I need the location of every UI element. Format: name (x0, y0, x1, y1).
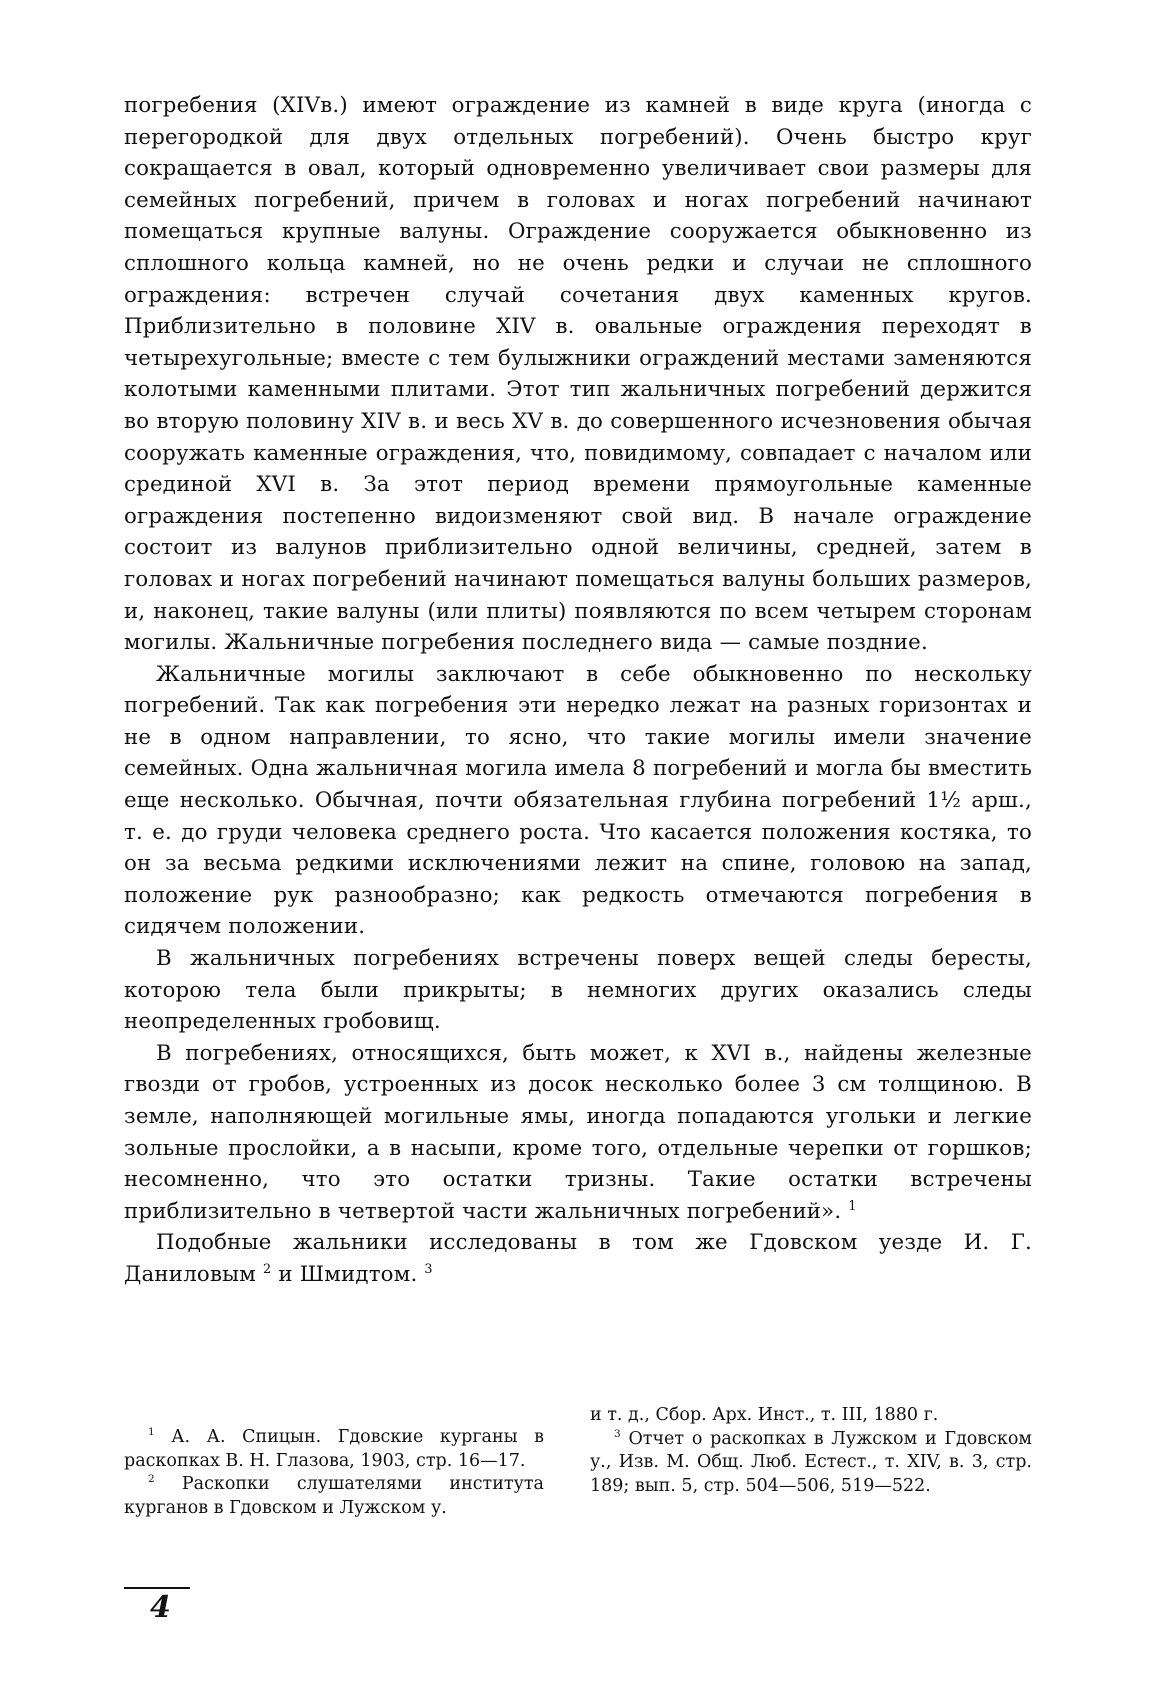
footnote-text: Отчет о раскопках в Лужском и Гдовском у., Изв. М. Общ. Люб. Естест., т. XIV, в. 3, стр. 189; вып. 5, стр. 504—506, 519—522. (590, 1428, 1032, 1496)
footer-rule (124, 1587, 190, 1589)
paragraph-text: и Шмидтом. (278, 1261, 418, 1287)
paragraph (124, 90, 1032, 659)
footnote-ref: 1 (848, 1198, 857, 1214)
paragraph-text: В погребениях, относящихся, быть может, к XVI в., найдены железные гвозди от гробов, устроенных из досок несколько более 3 см толщиною. В земле, наполняющей могильные ямы, иногда попадаются угольки и легкие зольные прослойки, а в насыпи, кроме того, отдельные черепки от горшков; несомненно, что это остатки тризны. Такие остатки встречены приблизительно в четвертой части жальничных погребений». (124, 1040, 1032, 1224)
footnote-text: и т. д., Сбор. Арх. Инст., т. III, 1880 г. (590, 1405, 939, 1425)
paragraph (124, 1227, 1032, 1290)
footnotes-left-column (124, 1426, 544, 1520)
paragraph-text: Жальничные могилы заключают в себе обыкновенно по нескольку погребений. Так как погребения эти нередко лежат на разных горизонтах и не в одном направлении, то ясно, что такие могилы имели значение семейных. Одна жальничная могила имела 8 погребений и могла бы вместить еще несколько. Обычная, почти обязательная глубина погребений 1½ арш., т. е. до груди человека среднего роста. Что касается положения костяка, то он за весьма редкими исключениями лежит на спине, головою на запад, положение рук разнообразно; как редкость отмечаются погребения в сидячем положении. (124, 661, 1032, 940)
footnote-2-continued (590, 1404, 1032, 1428)
footnote-1 (124, 1426, 544, 1473)
footnote-3 (590, 1428, 1032, 1499)
footnote-mark: 1 (148, 1426, 155, 1439)
footnote-text: Раскопки слушателями института курганов в Гдовском и Лужском у. (124, 1474, 544, 1518)
main-text (124, 90, 1032, 1291)
footnotes-right-column (590, 1404, 1032, 1498)
paragraph (124, 943, 1032, 1038)
paragraph-text: погребения (XIVв.) имеют ограждение из камней в виде круга (иногда с перегородкой для двух отдельных погребений). Очень быстро круг сокращается в овал, который одновременно увеличивает свои размеры для семейных погребений, причем в головах и ногах погребений начинают помещаться крупные валуны. Ограждение сооружается обыкновенно из сплошного кольца камней, но не очень редки и случаи не сплошного ограждения: встречен случай сочетания двух каменных кругов. Приблизительно в половине XIV в. овальные ограждения переходят в четырехугольные; вместе с тем булыжники ограждений местами заменяются колотыми каменными плитами. Этот тип жальничных погребений держится во вторую половину XIV в. и весь XV в. до совершенного исчезновения обычая сооружать каменные ограждения, что, повидимому, совпадает с началом или срединой XVI в. За этот период времени прямоугольные каменные ограждения постепенно видоизменяют свой вид. В начале ограждение состоит из валунов приблизительно одной величины, средней, затем в головах и ногах погребений начинают помещаться валуны больших размеров, и, наконец, такие валуны (или плиты) появляются по всем четырем сторонам могилы. Жальничные погребения последнего вида — самые поздние. (124, 93, 1032, 656)
paragraph (124, 1038, 1032, 1228)
footnote-mark: 3 (614, 1427, 621, 1440)
footnote-2 (124, 1473, 544, 1520)
page-number: 4 (150, 1590, 171, 1625)
footnote-ref: 3 (424, 1261, 433, 1277)
footnote-ref: 2 (263, 1261, 272, 1277)
paragraph-text: Подобные жальники исследованы в том же Гдовском уезде И. Г. Даниловым (124, 1230, 1032, 1287)
paragraph (124, 659, 1032, 943)
footnote-text: А. А. Спицын. Гдовские курганы в раскопках В. Н. Глазова, 1903, стр. 16—17. (124, 1427, 544, 1471)
paragraph-text: В жальничных погребениях встречены поверх вещей следы бересты, которою тела были прикрыты; в немногих других оказались следы неопределенных гробовищ. (124, 946, 1032, 1035)
footnote-mark: 2 (148, 1473, 155, 1486)
